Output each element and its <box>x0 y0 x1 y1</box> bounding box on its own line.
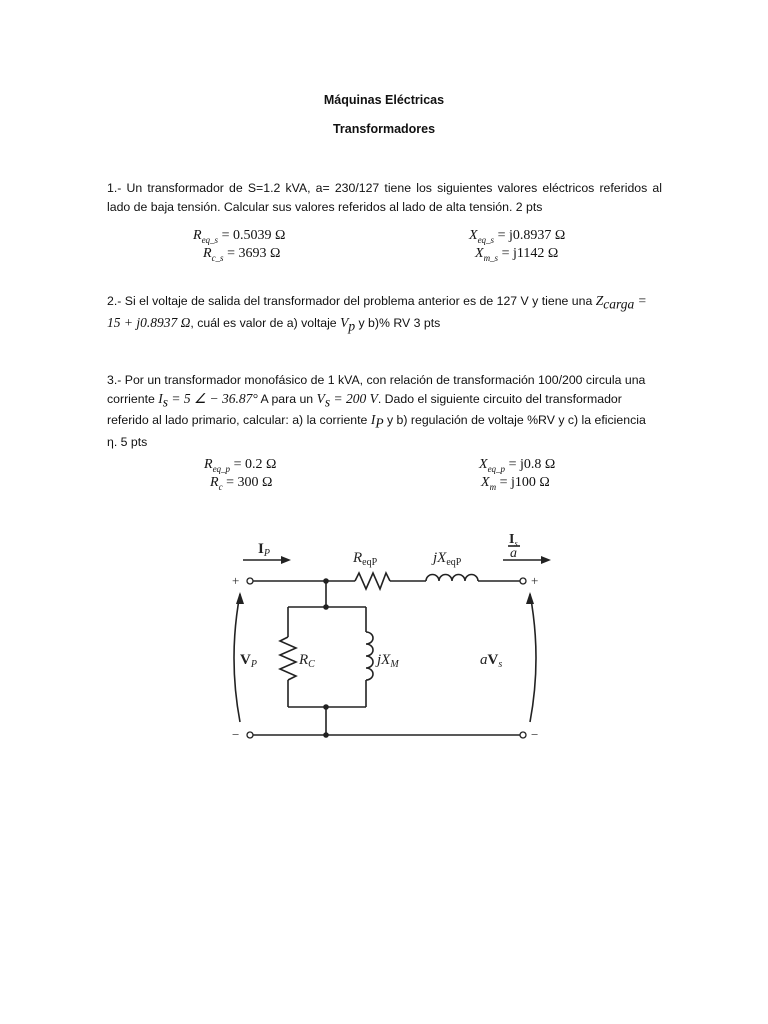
eq-rc: $R_c = 300$ Ω <box>210 475 273 492</box>
rc-label: $R_C$ <box>299 652 315 670</box>
document-title: Máquinas Eléctricas <box>323 93 445 107</box>
eq-req-s: $R_{eq\_s} = 0.5039$ Ω <box>193 228 286 245</box>
minus-right: − <box>531 727 539 742</box>
ip-arrowhead <box>281 556 291 564</box>
req-resistor <box>355 573 390 589</box>
jxeq-label: $jX_{eqP}$ <box>433 550 462 568</box>
a-denominator: a <box>510 546 517 561</box>
problem-3-text: 3.- Por un transformador monofásico de 1 kVA, con relación de transformación 100/200 circula una corriente $I_s = 5$ ∠ − 36.87° A para un $V_s = 200$ V. Dado el siguiente circuito del transformador referido al lado primario, calcular: a) la corriente $I_P$ y b) regulación de voltaje %RV y c) la eficiencia η. 5 pts <box>107 373 646 450</box>
rc-resistor <box>280 637 296 680</box>
eq-xm: $X_m = j100$ Ω <box>481 475 550 492</box>
plus-right: + <box>531 573 539 588</box>
avs-arrowhead <box>526 592 534 604</box>
is-arrowhead <box>541 556 551 564</box>
eq-xeq-s: $X_{eq\_s} = j0.8937$ Ω <box>469 228 566 245</box>
eq-xeq-p: $X_{eq\_p} = j0.8$ Ω <box>479 457 556 474</box>
plus-left: + <box>232 573 240 588</box>
problem-2-text: 2.- Si el voltaje de salida del transformador del problema anterior es de 127 V y tiene una $Z_{carga}$ = 15 + j0.8937 Ω, cuál es valor de a) voltaje $V_p$ y b)% RV 3 pts <box>107 293 647 334</box>
avs-bracket <box>530 594 536 722</box>
minus-left: − <box>232 727 240 742</box>
vp-label: $V_P$ <box>240 652 257 670</box>
ip-label: $I_P$ <box>258 541 270 559</box>
node-top <box>323 578 329 584</box>
eq-req-p: $R_{eq\_p} = 0.2$ Ω <box>204 457 277 474</box>
node-branch-bottom <box>323 704 329 710</box>
jxeq-inductor <box>426 575 478 581</box>
node-branch-top <box>323 604 329 610</box>
eq-rc-s: $R_{c\_s} = 3693$ Ω <box>203 246 281 263</box>
node-bottom <box>323 732 329 738</box>
is-label: $I_s$ <box>509 532 518 548</box>
vp-arrowhead <box>236 592 244 604</box>
terminal-right-bottom <box>520 732 526 738</box>
terminal-left-top <box>247 578 253 584</box>
document-subtitle: Transformadores <box>332 122 436 136</box>
eq-xm-s: $X_{m\_s} = j1142$ Ω <box>475 246 559 263</box>
problem-1-text: 1.- Un transformador de S=1.2 kVA, a= 230/127 tiene los siguientes valores eléctricos referidos al lado de baja tensión. Calcular sus valores referidos al lado de alta tensión. 2 pts <box>107 181 662 214</box>
terminal-right-top <box>520 578 526 584</box>
jxm-label: $jX_M$ <box>377 652 399 670</box>
jxm-inductor <box>366 632 373 680</box>
terminal-left-bottom <box>247 732 253 738</box>
req-label: $R_{eqP}$ <box>353 550 378 568</box>
avs-label: $aV_s$ <box>480 652 503 670</box>
